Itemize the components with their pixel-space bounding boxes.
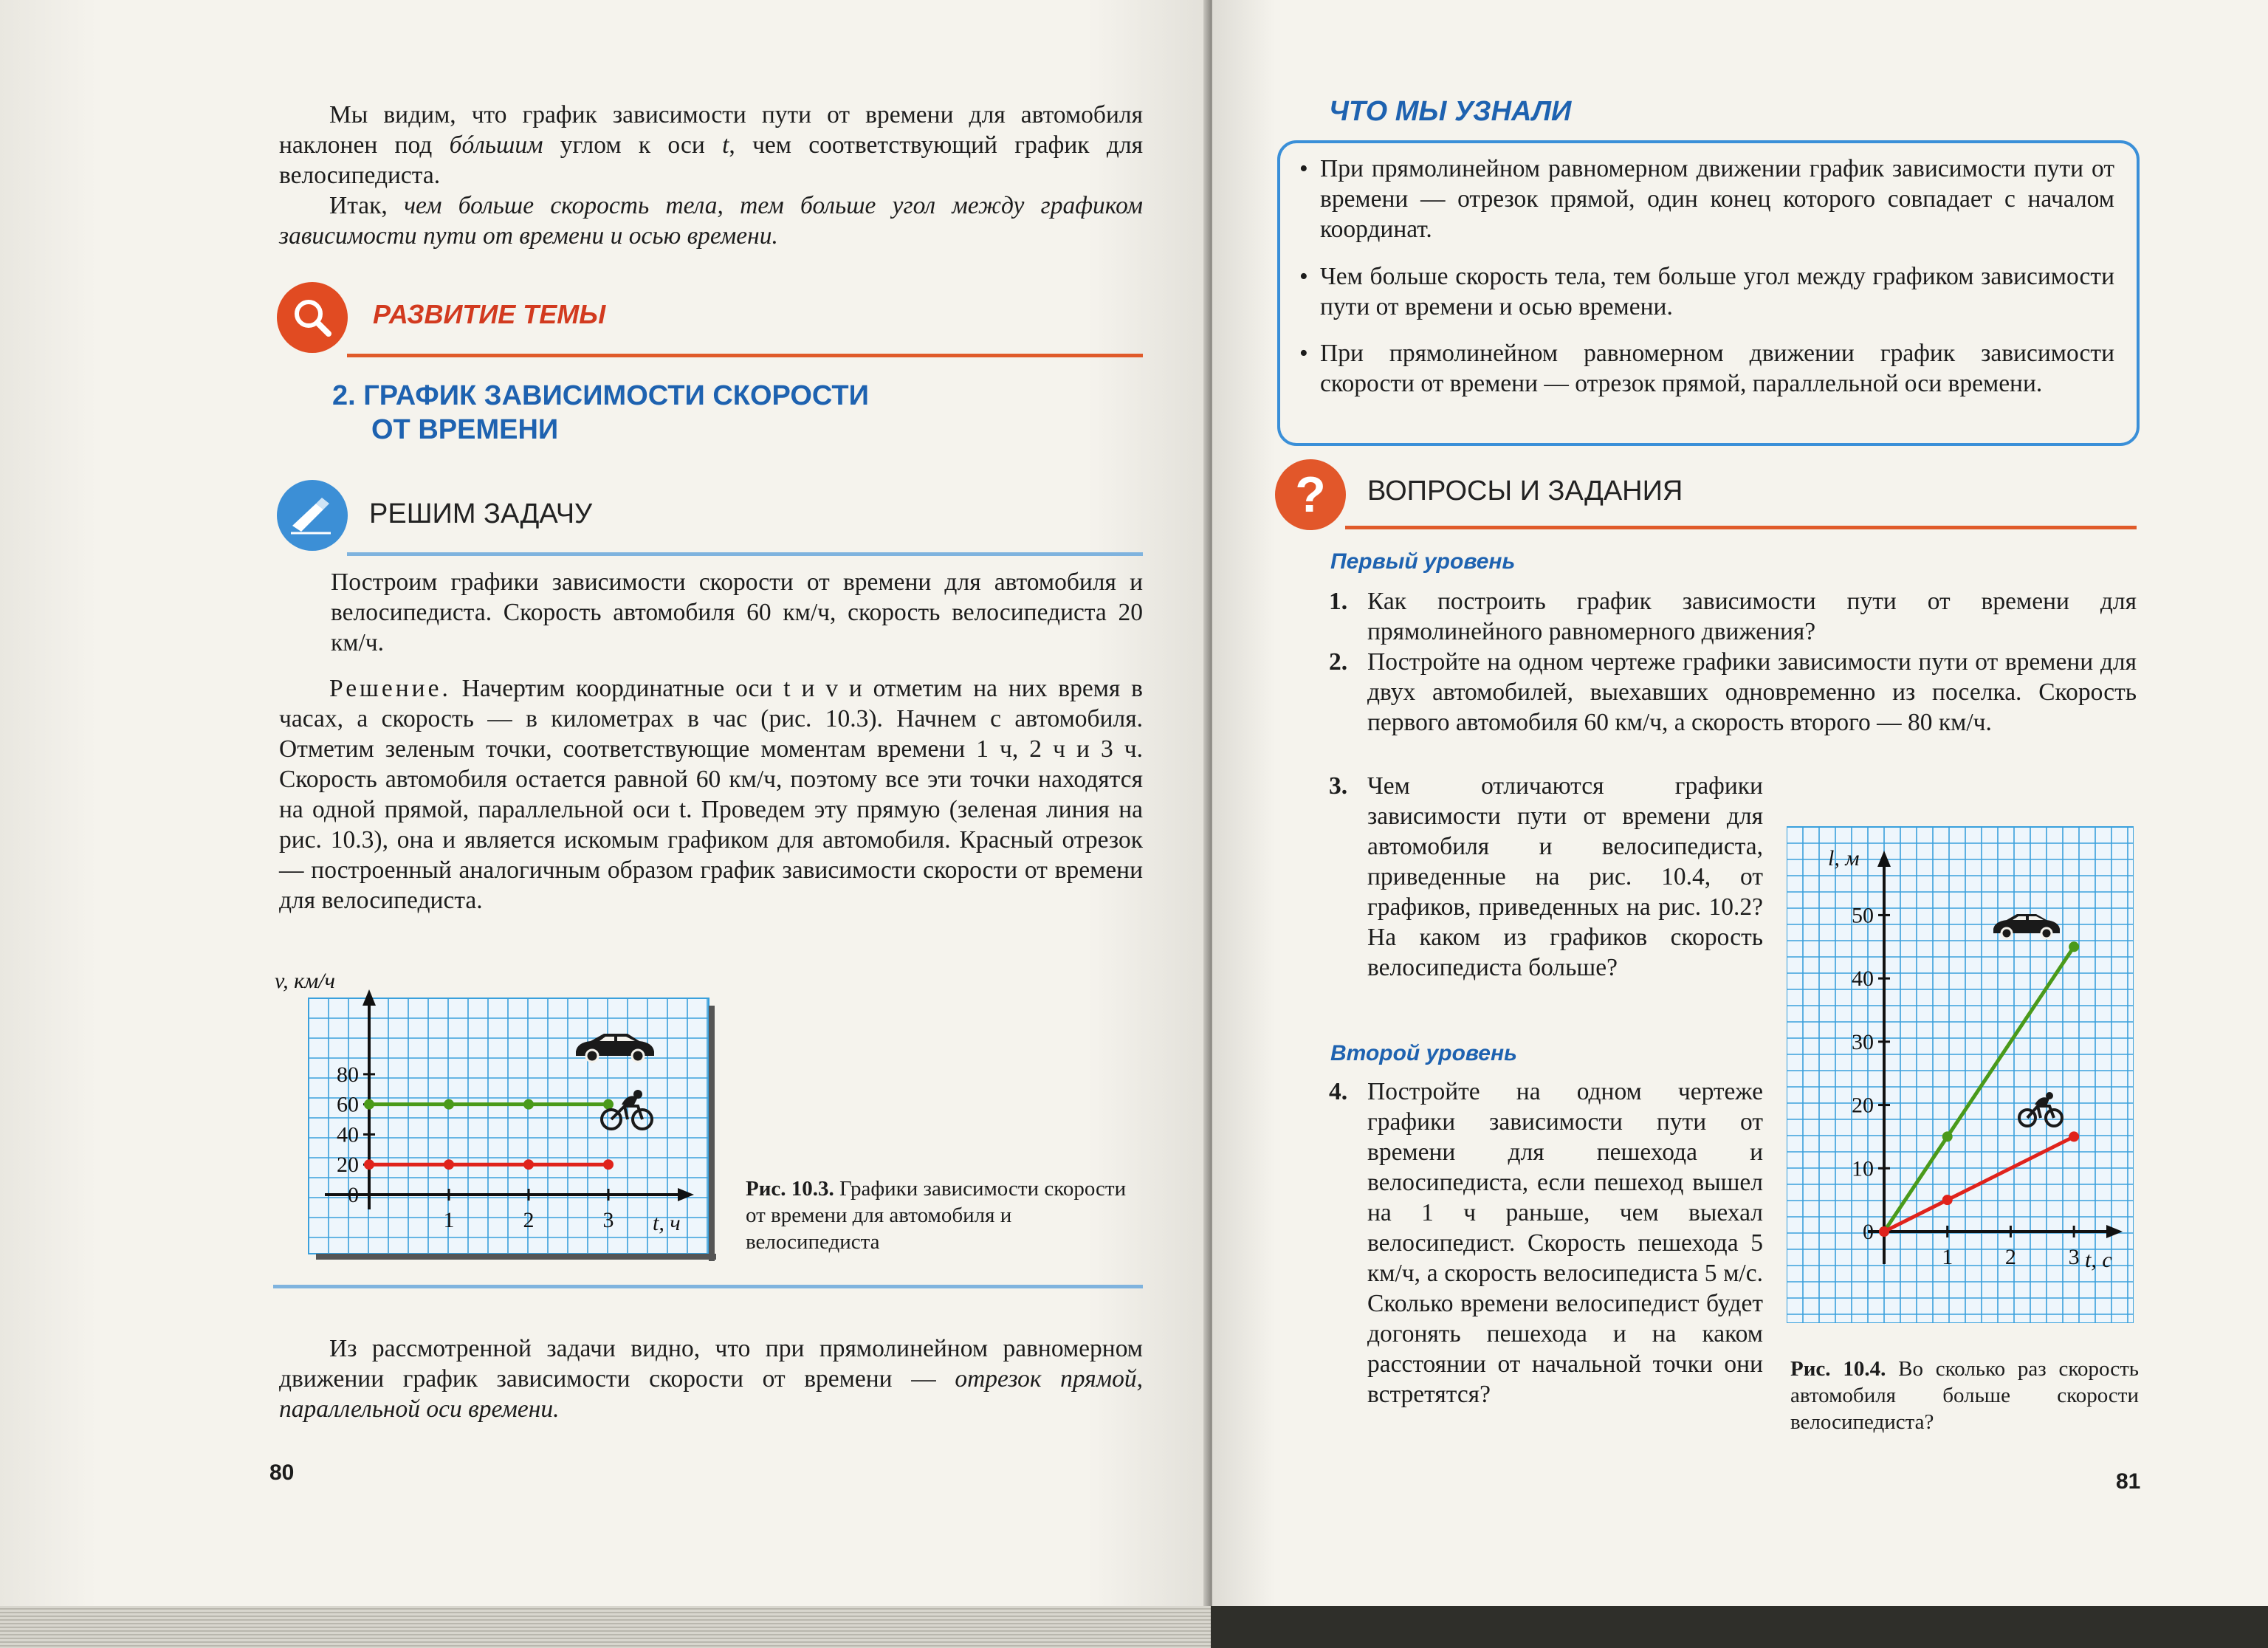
summary-item-2: • Чем больше скорость тела, тем больше угол между графиком зависимости пути от времени и осью времени. (1320, 261, 2114, 322)
data-point (523, 1159, 534, 1170)
question-text: Чем отличаются графики зависимости пути от времени для автомобиля и велосипедиста, приведенные на рис. 10.4, от графиков, приведенных на рис. 10.2? На каком из графиков скорость велосипедиста больше? (1367, 772, 1763, 981)
conclusion-text: Из рассмотренной задачи видно, что при прямолинейном равномерном движении график зависимости скорости от времени — отрезок прямой, параллельной оси времени. (279, 1335, 1143, 1423)
question-mark-icon: ? (1295, 467, 1326, 523)
y-tick-label: 0 (348, 1183, 359, 1207)
x-tick-label: 2 (523, 1208, 535, 1232)
question-number: 4. (1329, 1078, 1348, 1105)
topic-heading-line1: 2. ГРАФИК ЗАВИСИМОСТИ СКОРОСТИ (332, 380, 869, 411)
fig-10-3-caption: Рис. 10.3. Графики зависимости скорости от времени для автомобиля и велосипедиста (746, 1177, 1127, 1254)
question-text: Постройте на одном чертеже графики зависимости пути от времени для пешехода и велосипедиста, если пешеход вышел на 1 ч раньше, чем выехал велосипедист. Скорость пешехода 5 км/ч, а скорость велосипедиста 5 м/с. Сколько времени велосипедист будет догонять пешехода и на каком расстоянии от начальной точки они встретятся? (1367, 1078, 1763, 1408)
data-point (444, 1099, 454, 1110)
figure-10-4-chart (1787, 821, 2134, 1323)
data-point (2069, 941, 2079, 952)
y-axis-label: v, км/ч (275, 969, 335, 993)
divider-rule (273, 1285, 1143, 1288)
x-axis-label: t, с (2085, 1248, 2112, 1272)
task-badge (277, 480, 348, 551)
data-point (523, 1099, 534, 1110)
data-point (603, 1099, 614, 1110)
summary-item-3: • При прямолинейном равномерном движении график зависимости скорости от времени — отрезок прямой, параллельной оси времени. (1320, 338, 2114, 399)
task-rule (347, 552, 1143, 556)
grid-shadow (709, 1006, 715, 1261)
y-tick-label: 60 (337, 1092, 359, 1117)
y-tick-label: 40 (1852, 967, 1874, 992)
question-number: 1. (1329, 588, 1348, 615)
data-point (364, 1159, 374, 1170)
y-axis-label: l, м (1828, 846, 1860, 871)
intro-paragraph-2: Итак, чем больше скорость тела, тем больше угол между графиком зависимости пути от времени и осью времени. (279, 192, 1143, 250)
question-text: Постройте на одном чертеже графики зависимости пути от времени для двух автомобилей, выехавших одновременно из поселка. Скорость первого автомобиля 60 км/ч, а скорость второго — 80 км/ч. (1367, 648, 2137, 736)
level-2-heading: Второй уровень (1330, 1041, 1517, 1065)
y-tick-label: 20 (1852, 1093, 1874, 1118)
writing-hand-icon (286, 493, 338, 538)
grid-frame (1787, 827, 2134, 1323)
topic-heading-line2: ОТ ВРЕМЕНИ (371, 414, 559, 445)
x-tick-label: 1 (443, 1208, 455, 1232)
fig-10-4-caption: Рис. 10.4. Во сколько раз скорость автомобиля больше скорости велосипедиста? (1790, 1357, 2139, 1434)
page-number-left: 80 (269, 1460, 295, 1485)
data-point (603, 1159, 614, 1170)
summary-heading: ЧТО МЫ УЗНАЛИ (1329, 96, 1572, 127)
data-point (1942, 1195, 1953, 1205)
question-number: 3. (1329, 772, 1348, 800)
task-text: Построим графики зависимости скорости от времени для автомобиля и велосипедиста. Скорость автомобиля 60 км/ч, скорость велосипедиста 20 км/ч. (331, 569, 1143, 656)
intro-paragraph-1: Мы видим, что график зависимости пути от времени для автомобиля наклонен под бóльшим углом к оси t, чем соответствующий график для велосипедиста. (279, 101, 1143, 189)
x-tick-label: 3 (602, 1208, 614, 1232)
section-rule (347, 354, 1143, 357)
grid-shadow (316, 1254, 716, 1260)
data-point (1942, 1131, 1953, 1141)
x-tick-label: 3 (2068, 1245, 2080, 1269)
data-point (2069, 1131, 2079, 1141)
magnifier-icon (289, 294, 336, 341)
question-text: Как построить график зависимости пути от времени для прямолинейного равномерного движения? (1367, 588, 2137, 645)
question-number: 2. (1329, 648, 1348, 676)
questions-rule (1345, 526, 2137, 529)
y-tick-label: 10 (1852, 1156, 1874, 1181)
x-tick-label: 2 (2004, 1245, 2016, 1269)
data-point (444, 1159, 454, 1170)
task-heading: РЕШИМ ЗАДАЧУ (369, 498, 593, 529)
y-tick-label: 80 (337, 1062, 359, 1087)
x-axis-label: t, ч (653, 1211, 681, 1235)
question-badge (1275, 459, 1346, 530)
level-1-heading: Первый уровень (1330, 549, 1516, 574)
section-heading: РАЗВИТИЕ ТЕМЫ (373, 299, 606, 329)
y-tick-label: 30 (1852, 1029, 1874, 1054)
summary-item-1: • При прямолинейном равномерном движении график зависимости пути от времени — отрезок прямой, один конец которого совпадает с началом координат. (1320, 154, 2114, 244)
page-number-right: 81 (2116, 1469, 2141, 1494)
y-tick-label: 20 (337, 1153, 359, 1178)
y-tick-label: 50 (1852, 903, 1874, 928)
chart-grid (1787, 827, 2134, 1323)
data-point (1879, 1226, 1889, 1237)
data-point (364, 1099, 374, 1110)
solution-text: Решение. Начертим координатные оси t и v и отметим на них время в часах, а скорость — в километрах в час (рис. 10.3). Начнем с автомобиля. Отметим зеленым точки, соответствующие моментам времени 1 ч, 2 ч и 3 ч. Скорость автомобиля остается равной 60 км/ч, поэтому все эти точки находятся на одной прямой, параллельной оси t. Проведем эту прямую (зеленая линия на рис. 10.3), она и является искомым графиком для автомобиля. Красный отрезок — построенный аналогичным образом график зависимости скорости от времени для велосипедиста. (279, 675, 1143, 914)
questions-heading: ВОПРОСЫ И ЗАДАНИЯ (1367, 475, 1683, 507)
y-tick-label: 40 (337, 1122, 359, 1147)
x-tick-label: 1 (1942, 1245, 1953, 1269)
magnifier-badge (277, 282, 348, 353)
figure-10-3-chart (266, 967, 724, 1270)
y-tick-label: 0 (1863, 1220, 1874, 1244)
